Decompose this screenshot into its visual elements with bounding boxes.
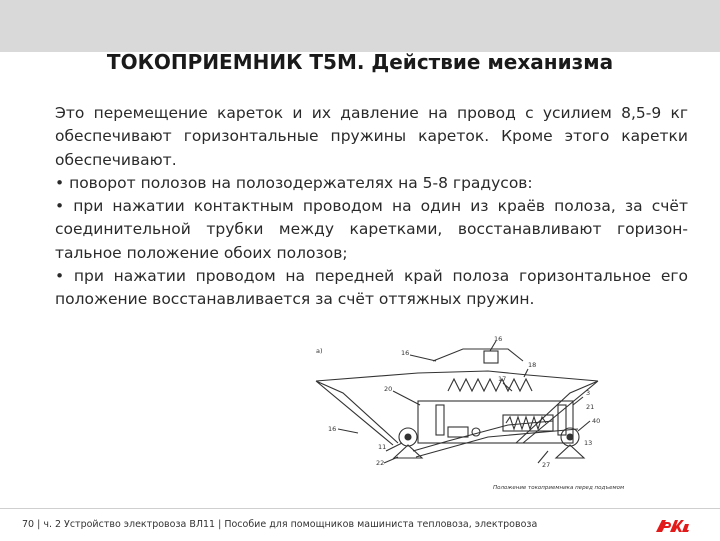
footer-text: 70 | ч. 2 Устройство электровоза ВЛ11 | Пособие для помощников машиниста тепловоза, электровоза xyxy=(22,519,538,530)
top-bow xyxy=(433,349,523,361)
callout-18: 18 xyxy=(528,361,537,369)
callout-16a: 16 xyxy=(401,349,410,357)
callout-22: 22 xyxy=(376,459,385,467)
rzd-logo-icon xyxy=(652,512,692,538)
panel-label: а) xyxy=(316,347,323,355)
callout-11: 11 xyxy=(378,443,387,451)
callout-20: 20 xyxy=(384,385,393,393)
callout-16c: 16 xyxy=(328,425,337,433)
bullet-item-rotation: • поворот полозов на полозодержателях на 5-8 градусов: xyxy=(55,173,533,192)
header-band xyxy=(0,0,720,52)
carriage-spring xyxy=(448,379,532,391)
bullet-item-front-press: • при нажатии проводом на передней край полоза горизонтальное его положение восстанавливается за счёт оттяжных пружин. xyxy=(55,267,688,309)
body-text xyxy=(55,102,688,312)
clamp xyxy=(448,427,468,437)
bullet-item-edge-press: • при нажатии контактным проводом на один из краёв полоза, за счёт соединительной трубки между каретками, восстанавливают горизон-тальное положение обоих полозов; xyxy=(55,197,688,262)
callout-21: 21 xyxy=(586,403,595,411)
pantograph-diagram xyxy=(298,333,625,498)
top-holder xyxy=(484,351,498,363)
callout-17: 17 xyxy=(498,375,507,383)
callout-3: 3 xyxy=(586,389,591,397)
callout-40: 40 xyxy=(592,417,601,425)
upper-frame-line xyxy=(316,371,598,381)
footer xyxy=(0,508,720,541)
right-support xyxy=(556,445,584,458)
callout-13: 13 xyxy=(584,439,593,447)
body-paragraph-intro: Это перемещение кареток и их давление на провод с усилием 8,5-9 кг обеспечивают горизонтальные пружины кареток. Кроме этого каретки обеспечивают. xyxy=(55,104,688,169)
callout-27: 27 xyxy=(542,461,551,469)
diagram-caption: Положение токоприемника перед подъемом xyxy=(493,485,625,491)
callout-16b: 16 xyxy=(494,335,503,343)
slide-title: ТОКОПРИЕМНИК Т5М. Действие механизма xyxy=(106,50,614,74)
